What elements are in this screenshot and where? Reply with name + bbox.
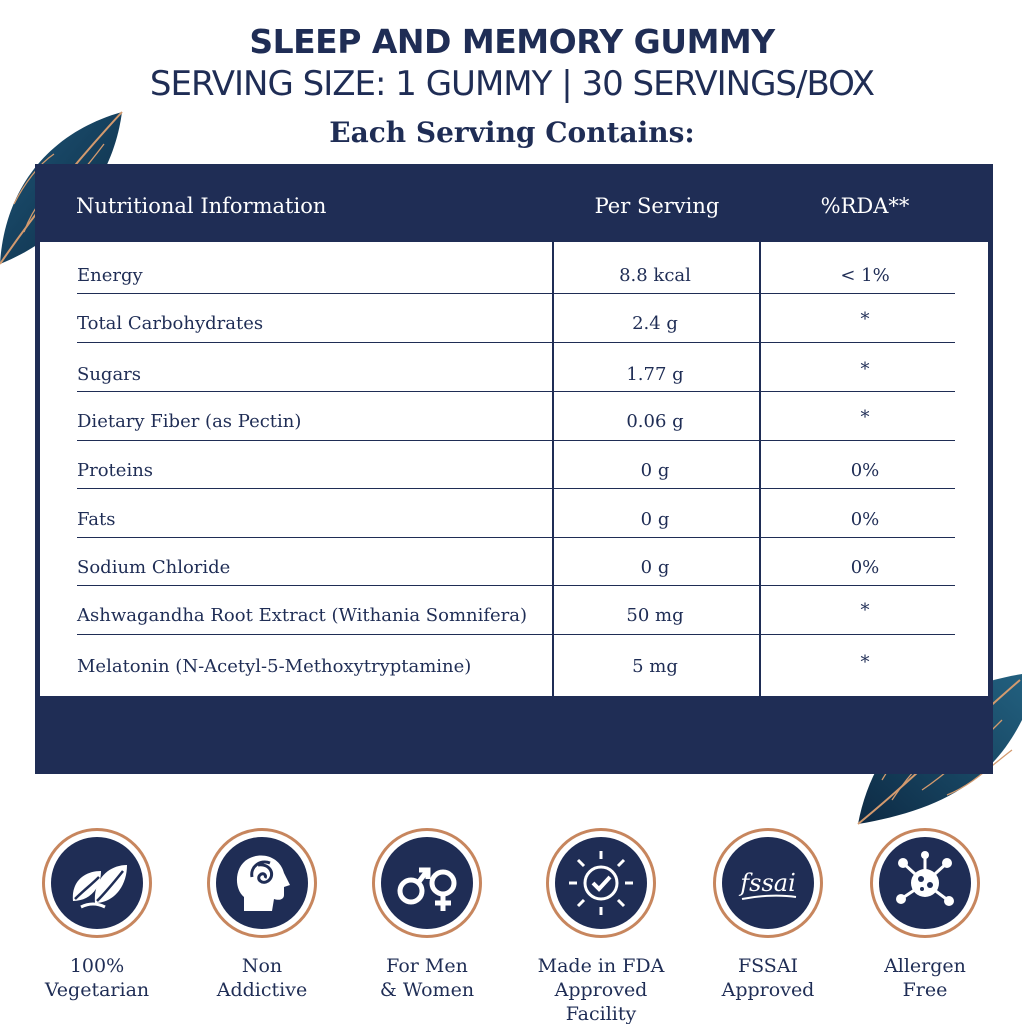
row-per-melatonin: 5 mg xyxy=(632,656,678,677)
badge-label-line2: Approved Facility xyxy=(554,979,648,1024)
column-divider xyxy=(759,242,761,696)
row-per-sodium-chloride: 0 g xyxy=(640,557,670,578)
row-rda-dietary-fiber: * xyxy=(860,407,870,428)
badge-label-line2: Vegetarian xyxy=(44,979,150,1001)
column-header-per-serving: Per Serving xyxy=(594,194,720,218)
badge-label-line1: Non xyxy=(241,955,283,977)
row-name-total-carbohydrates: Total Carbohydrates xyxy=(77,313,264,334)
gender-icon xyxy=(381,837,473,929)
row-name-sodium-chloride: Sodium Chloride xyxy=(77,557,231,578)
fssai-logo-icon xyxy=(722,837,814,929)
row-rda-melatonin: * xyxy=(860,652,870,673)
column-header-rda: %RDA** xyxy=(820,194,910,218)
row-rda-sodium-chloride: 0% xyxy=(850,557,880,578)
serving-size: SERVING SIZE: 1 GUMMY | 30 SERVINGS/BOX xyxy=(149,64,875,104)
row-name-energy: Energy xyxy=(77,265,143,286)
head-spiral-icon xyxy=(216,837,308,929)
row-rda-energy: < 1% xyxy=(840,265,890,286)
badge-label-line2: Free xyxy=(902,979,948,1001)
row-rda-proteins: 0% xyxy=(850,460,880,481)
badge-label-line1: Allergen xyxy=(884,955,966,977)
row-name-ashwagandha: Ashwagandha Root Extract (Withania Somnifera) xyxy=(77,605,528,626)
fssai-logo-text: fssai xyxy=(740,869,796,897)
badge-label-line1: Made in FDA xyxy=(537,955,665,977)
row-divider xyxy=(77,585,955,586)
row-divider xyxy=(77,537,955,538)
row-name-dietary-fiber: Dietary Fiber (as Pectin) xyxy=(77,411,302,432)
row-divider xyxy=(77,342,955,343)
nutrition-table xyxy=(40,242,988,696)
row-rda-total-carbohydrates: * xyxy=(860,309,870,330)
badge-label-line1: 100% xyxy=(69,955,125,977)
badge-label-line1: For Men xyxy=(386,955,468,977)
row-per-dietary-fiber: 0.06 g xyxy=(626,411,684,432)
product-title: SLEEP AND MEMORY GUMMY xyxy=(249,22,775,61)
column-divider xyxy=(552,242,554,696)
row-rda-fats: 0% xyxy=(850,509,880,530)
badge-label-line2: Addictive xyxy=(216,979,308,1001)
row-rda-sugars: * xyxy=(860,359,870,380)
row-per-total-carbohydrates: 2.4 g xyxy=(632,313,678,334)
row-per-proteins: 0 g xyxy=(640,460,670,481)
row-rda-ashwagandha: * xyxy=(860,600,870,621)
row-divider xyxy=(77,488,955,489)
approved-check-icon xyxy=(555,837,647,929)
row-name-sugars: Sugars xyxy=(77,364,142,385)
row-per-energy: 8.8 kcal xyxy=(619,265,691,286)
badge-label-line2: Approved xyxy=(721,979,815,1001)
row-per-ashwagandha: 50 mg xyxy=(626,605,684,626)
row-divider xyxy=(77,391,955,392)
row-per-sugars: 1.77 g xyxy=(626,364,684,385)
row-name-melatonin: Melatonin (N-Acetyl-5-Methoxytryptamine) xyxy=(77,656,472,677)
each-serving-heading: Each Serving Contains: xyxy=(329,116,695,149)
allergen-molecule-icon xyxy=(879,837,971,929)
row-divider xyxy=(77,440,955,441)
row-name-fats: Fats xyxy=(77,509,116,530)
row-divider xyxy=(77,634,955,635)
badge-label-line2: & Women xyxy=(379,979,475,1001)
leaves-icon xyxy=(51,837,143,929)
badge-label-line1: FSSAI xyxy=(737,955,799,977)
column-header-nutritional-information: Nutritional Information xyxy=(76,194,327,218)
row-name-proteins: Proteins xyxy=(77,460,154,481)
row-divider xyxy=(77,293,955,294)
row-per-fats: 0 g xyxy=(640,509,670,530)
